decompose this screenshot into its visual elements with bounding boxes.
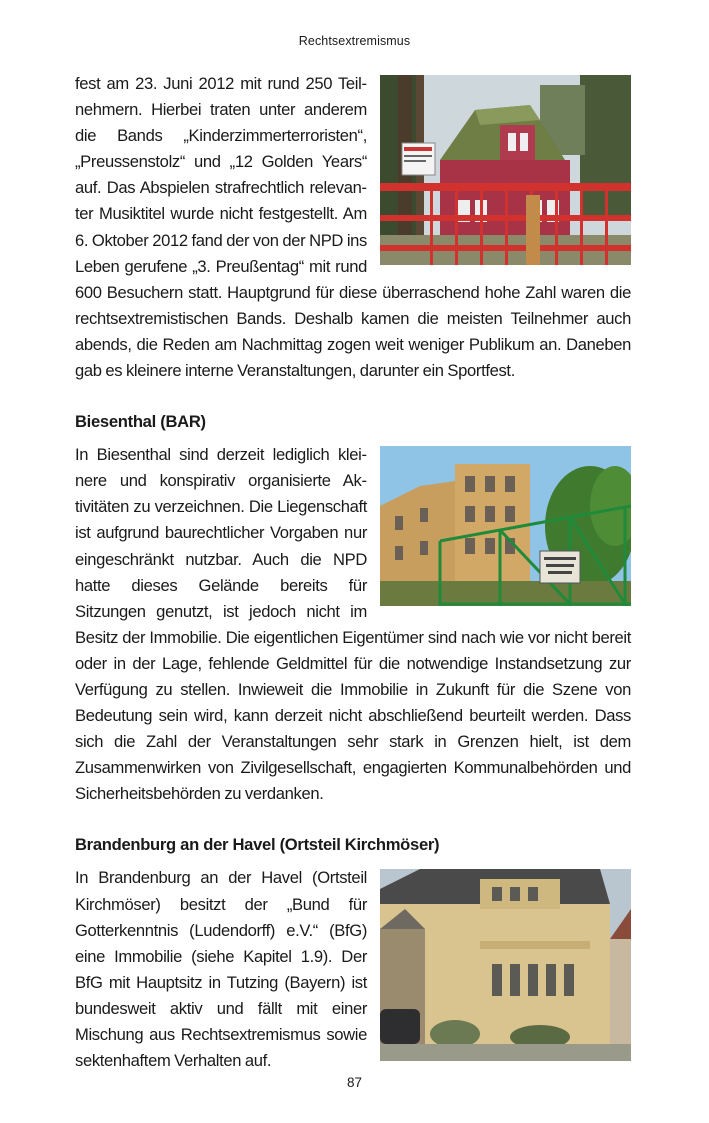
heading-biesenthal: Biesenthal (BAR) [75, 412, 206, 432]
biesenthal-paragraph: In Biesenthal sind derzeit lediglich kleinere und konspirativ organisierte Aktivitäten zu verzeichnen. Die Liegenschaft ist aufgrund baurechtlicher Vorgaben nur eingeschränkt nutzbar. Auch die NPD hatte dieses Gelände bereits für Sitzungen genutzt, ist jedoch nicht im Besitz der Immobilie. Die eigentlichen Eigentümer sind nach wie vor nicht bereit oder in der Lage, fehlende Geldmittel für die notwendige Instandsetzung zur Verfügung zu stellen. Inwieweit die Immobilie in Zukunft für die Szene von Bedeutung sein wird, kann derzeit nicht abschließend beurteilt werden. Dass sich die Zahl der Veranstaltungen sehr stark in Grenzen hielt, ist dem Zusammenwirken von Zivilgesellschaft, engagierten Kommunalbehörden und Sicherheitsbehörden zu verdanken. [75, 445, 631, 804]
photo-red-house [380, 75, 631, 265]
intro-paragraph: fest am 23. Juni 2012 mit rund 250 Teilnehmern. Hierbei traten unter anderem die Bands „Kinderzimmerterroristen“, „Preussenstolz“ und „12 Golden Years“ auf. Das Abspielen strafrechtlich relevanter Musiktitel wurde nicht festgestellt. Am 6. Oktober 2012 fand der von der NPD ins Leben gerufene „3. Preußentag“ mit rund 600 Besuchern statt. Hauptgrund für diese überraschend hohe Zahl waren die rechtsextremistischen Bands. Deshalb kamen die meisten Teilnehmer auch abends, die Reden am Nachmittag zogen weit weniger Publikum an. Daneben gab es kleinere interne Veranstaltungen, darunter ein Sportfest. [75, 74, 631, 381]
page-body [75, 71, 631, 1074]
page-number: 87 [346, 1075, 363, 1090]
photo-brandenburg-building [380, 869, 631, 1061]
brandenburg-paragraph: In Brandenburg an der Havel (Ortsteil Kirchmöser) besitzt der „Bund für Gotterkenntnis (Ludendorff) e.V.“ (BfG) eine Immobilie (siehe Kapitel 1.9). Der BfG mit Hauptsitz in Tutzing (Bayern) ist bundesweit aktiv und fällt mit einer Mischung aus Rechtsextremismus sowie sektenhaftem Verhalten auf. [75, 868, 367, 1071]
running-head: Rechtsextremismus [298, 34, 411, 48]
photo-biesenthal-building [380, 446, 631, 606]
heading-brandenburg: Brandenburg an der Havel (Ortsteil Kirchmöser) [75, 835, 440, 855]
